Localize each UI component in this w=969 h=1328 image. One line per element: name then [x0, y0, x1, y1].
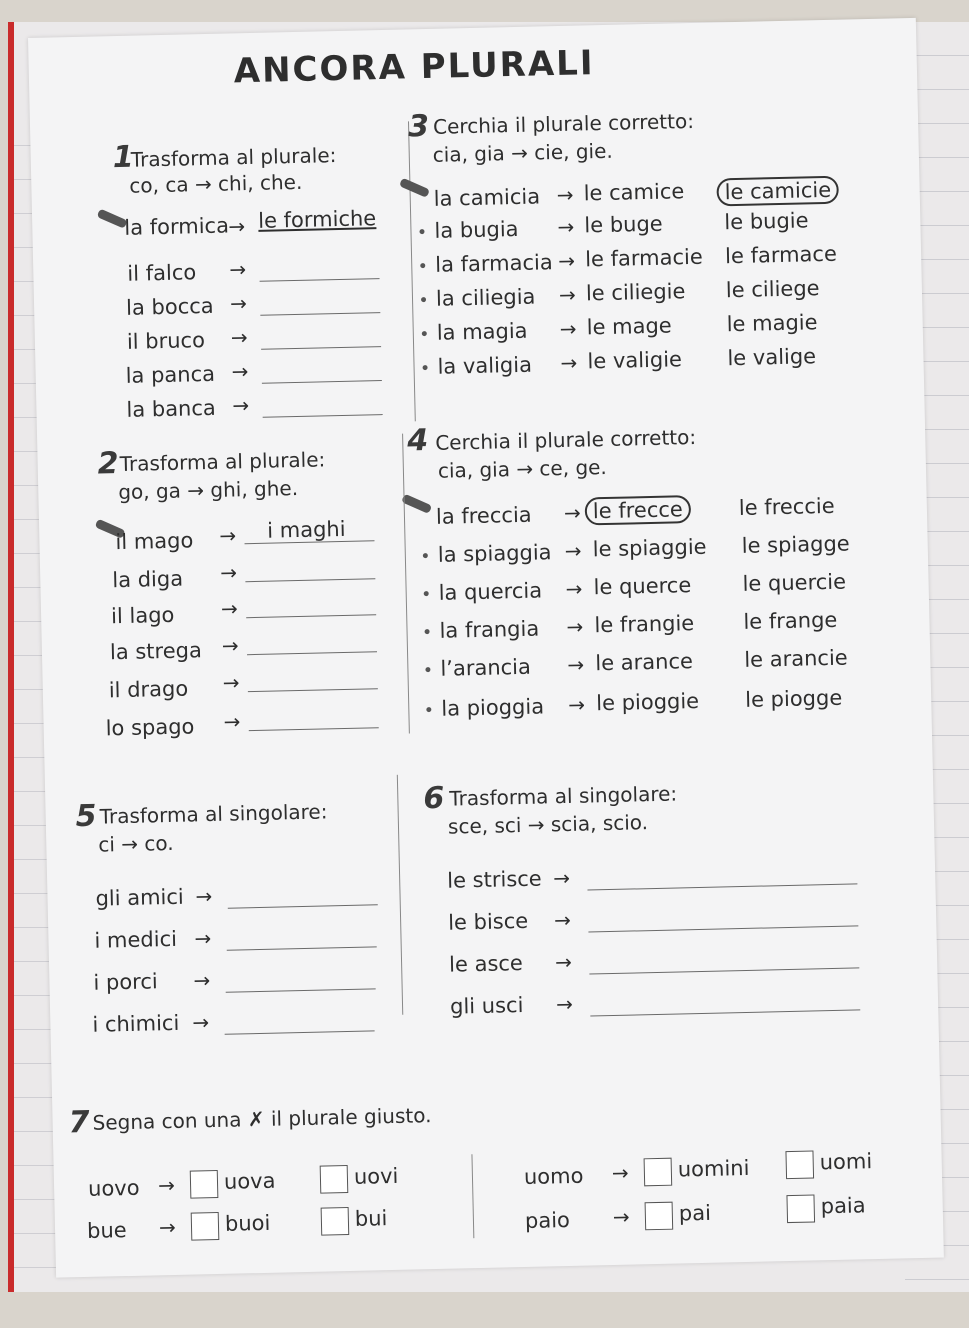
- arrow-icon: →: [230, 325, 248, 350]
- exercise-number: 1: [112, 139, 135, 176]
- exercise-number: 4: [406, 423, 429, 459]
- option-1-circled[interactable]: le frecce: [585, 495, 692, 525]
- arrow-icon: →: [229, 291, 248, 316]
- answer-field[interactable]: [247, 651, 377, 655]
- answer-field[interactable]: i maghi: [266, 516, 346, 543]
- exercise-rule: cia, gia → cie, gie.: [432, 138, 613, 167]
- answer-field[interactable]: [590, 1009, 860, 1016]
- arrow-icon: →: [567, 692, 586, 717]
- option-2: bui: [354, 1206, 388, 1231]
- option-1: uomini: [677, 1155, 750, 1182]
- exercise-number: 7: [68, 1104, 90, 1141]
- exercise-heading: Trasforma al plurale:: [130, 143, 337, 172]
- option-2[interactable]: le magie: [726, 310, 818, 337]
- option-1: uova: [223, 1168, 276, 1194]
- option-1[interactable]: le arance: [595, 649, 694, 676]
- word: il bruco: [126, 328, 206, 354]
- worksheet: [28, 18, 944, 1278]
- arrow-icon: →: [231, 359, 249, 384]
- answer-field[interactable]: [249, 727, 379, 731]
- answer-field[interactable]: [263, 414, 383, 418]
- word: la pioggia: [441, 694, 545, 721]
- checkbox[interactable]: [320, 1165, 349, 1194]
- word: la valigia: [437, 352, 533, 379]
- word: le strisce: [446, 866, 542, 893]
- word: paio: [524, 1208, 571, 1234]
- checkbox[interactable]: [645, 1202, 674, 1231]
- answer-field[interactable]: [245, 578, 375, 582]
- word: la ciliegia: [435, 284, 536, 311]
- answer-field[interactable]: [226, 988, 376, 992]
- option-2-circled[interactable]: le camicie: [716, 176, 839, 207]
- option-1[interactable]: le buge: [584, 211, 663, 238]
- arrow-icon: →: [553, 907, 572, 933]
- arrow-icon: →: [563, 500, 581, 525]
- arrow-icon: →: [194, 926, 212, 951]
- option-1[interactable]: le camice: [583, 179, 685, 206]
- bullet: [420, 263, 425, 268]
- arrow-icon: →: [228, 214, 246, 239]
- answer-field[interactable]: [260, 312, 380, 316]
- option-2[interactable]: le piogge: [744, 685, 843, 712]
- exercise-number: 6: [422, 780, 445, 817]
- exercise-heading: Segna con una ✗ il plurale giusto.: [92, 1103, 432, 1135]
- worksheet-title: ANCORA PLURALI: [233, 43, 595, 92]
- option-1: pai: [678, 1200, 712, 1226]
- exercise-number: 5: [75, 798, 97, 835]
- arrow-icon: →: [158, 1214, 177, 1240]
- arrow-icon: →: [556, 182, 574, 208]
- arrow-icon: →: [195, 884, 213, 909]
- exercise-rule: ci → co.: [98, 830, 174, 857]
- option-2: paia: [820, 1193, 866, 1219]
- arrow-icon: →: [229, 257, 247, 282]
- exercise-number: 3: [407, 108, 430, 145]
- word: gli usci: [449, 993, 524, 1019]
- word: la strega: [109, 638, 203, 665]
- exercise-heading: Trasforma al singolare:: [449, 781, 678, 811]
- arrow-icon: →: [564, 538, 582, 563]
- bullet: [419, 229, 424, 234]
- exercise-heading: Cerchia il plurale corretto:: [432, 108, 695, 139]
- word: i porci: [93, 969, 158, 995]
- option-1[interactable]: le mage: [586, 313, 672, 340]
- exercise-rule: sce, sci → scia, scio.: [447, 810, 649, 839]
- exercise-heading: Trasforma al plurale:: [119, 447, 326, 477]
- pencil-icon: [401, 494, 432, 514]
- word: uomo: [523, 1163, 584, 1190]
- word: la bugia: [434, 216, 519, 243]
- arrow-icon: →: [219, 523, 237, 548]
- option-2[interactable]: le valige: [727, 344, 817, 371]
- word: il drago: [108, 676, 189, 703]
- arrow-icon: →: [612, 1204, 630, 1230]
- arrow-icon: →: [557, 214, 575, 240]
- option-1[interactable]: le frangie: [594, 611, 695, 638]
- bullet: [425, 629, 430, 634]
- answer-field[interactable]: le formiche: [257, 206, 377, 233]
- option-1[interactable]: le farmacie: [584, 244, 704, 272]
- arrow-icon: →: [555, 991, 574, 1017]
- divider: [397, 775, 403, 1015]
- word: la farmacia: [434, 250, 553, 277]
- option-1[interactable]: le spiaggie: [592, 534, 707, 562]
- arrow-icon: →: [219, 560, 238, 585]
- word: la panca: [125, 361, 216, 388]
- exercise-heading: Cerchia il plurale corretto:: [435, 424, 697, 455]
- option-1[interactable]: le ciliegie: [585, 279, 686, 306]
- word: uovo: [87, 1175, 140, 1201]
- arrow-icon: →: [565, 576, 583, 601]
- option-2[interactable]: le quercie: [742, 569, 847, 596]
- arrow-icon: →: [558, 282, 577, 308]
- bullet: [421, 297, 426, 302]
- word: il falco: [127, 260, 197, 286]
- arrow-icon: →: [157, 1172, 176, 1198]
- option-2: uomi: [819, 1149, 873, 1175]
- arrow-icon: →: [566, 614, 584, 639]
- answer-line: [245, 540, 375, 544]
- exercise-rule: go, ga → ghi, ghe.: [118, 475, 299, 505]
- answer-field[interactable]: [248, 688, 378, 692]
- bullet: [424, 591, 429, 596]
- bullet: [425, 667, 430, 672]
- exercise-rule: cia, gia → ce, ge.: [437, 454, 608, 483]
- word: i medici: [94, 926, 178, 953]
- word: lo spago: [105, 714, 195, 741]
- answer-field[interactable]: [228, 904, 378, 908]
- word: il lago: [110, 602, 175, 629]
- option-1: buoi: [224, 1210, 271, 1236]
- arrow-icon: →: [223, 709, 241, 734]
- exercise-number: 2: [97, 446, 119, 482]
- option-2[interactable]: le freccie: [738, 493, 835, 520]
- word: i chimici: [92, 1010, 180, 1037]
- checkbox[interactable]: [321, 1207, 350, 1236]
- arrow-icon: →: [552, 865, 571, 891]
- option-2: uovi: [353, 1163, 399, 1189]
- word: l’arancia: [440, 654, 532, 681]
- option-1[interactable]: le querce: [593, 573, 692, 600]
- arrow-icon: →: [567, 652, 585, 677]
- option-2[interactable]: le ciliege: [725, 276, 820, 303]
- word: la diga: [112, 566, 184, 593]
- answer-field[interactable]: [262, 380, 382, 384]
- divider: [402, 434, 410, 734]
- word: la bocca: [125, 293, 214, 320]
- word: il mago: [115, 528, 194, 555]
- answer-field[interactable]: [260, 278, 380, 282]
- arrow-icon: →: [559, 316, 577, 342]
- word: la frangia: [439, 616, 540, 643]
- checkbox[interactable]: [786, 1194, 815, 1223]
- answer-field[interactable]: [589, 967, 859, 974]
- word: la freccia: [435, 502, 532, 529]
- answer-field[interactable]: [588, 925, 858, 932]
- option-1[interactable]: le valigie: [587, 347, 683, 374]
- checkbox[interactable]: [191, 1212, 220, 1241]
- pencil-icon: [97, 208, 128, 228]
- exercise-heading: Trasforma al singolare:: [99, 799, 328, 829]
- bullet: [422, 331, 427, 336]
- word: gli amici: [95, 884, 185, 911]
- word: le asce: [448, 951, 524, 977]
- bullet: [426, 707, 431, 712]
- bullet: [423, 553, 428, 558]
- word: la formica: [124, 213, 230, 240]
- arrow-icon: →: [220, 596, 239, 621]
- answer-field[interactable]: [227, 946, 377, 950]
- arrow-icon: →: [232, 393, 250, 418]
- word: la banca: [126, 395, 217, 422]
- word: bue: [86, 1218, 127, 1243]
- option-1[interactable]: le pioggie: [595, 688, 700, 716]
- checkbox[interactable]: [785, 1150, 814, 1179]
- arrow-icon: →: [611, 1160, 629, 1186]
- word: la spiaggia: [437, 540, 552, 567]
- answer-field[interactable]: [225, 1030, 375, 1034]
- arrow-icon: →: [221, 633, 239, 658]
- word: la magia: [436, 318, 528, 345]
- word: le bisce: [447, 908, 529, 935]
- option-2[interactable]: le arancie: [744, 645, 848, 672]
- option-2[interactable]: le spiagge: [741, 531, 850, 558]
- checkbox[interactable]: [190, 1170, 219, 1199]
- arrow-icon: →: [192, 1010, 210, 1035]
- option-2[interactable]: le farmace: [724, 241, 838, 269]
- checkbox[interactable]: [644, 1158, 673, 1187]
- word: la quercia: [438, 578, 543, 605]
- answer-field[interactable]: [587, 883, 857, 890]
- arrow-icon: →: [560, 350, 578, 375]
- arrow-icon: →: [557, 248, 576, 274]
- arrow-icon: →: [554, 949, 573, 975]
- exercise-rule: co, ca → chi, che.: [129, 169, 303, 198]
- arrow-icon: →: [193, 968, 211, 993]
- word: la camicia: [433, 184, 541, 211]
- divider: [471, 1154, 474, 1238]
- option-2[interactable]: le bugie: [724, 208, 809, 235]
- option-2[interactable]: le frange: [743, 607, 838, 634]
- bullet: [423, 365, 428, 370]
- pencil-icon: [399, 178, 430, 198]
- answer-field[interactable]: [261, 346, 381, 350]
- divider: [408, 121, 416, 421]
- answer-field[interactable]: [246, 614, 376, 618]
- arrow-icon: →: [222, 670, 240, 695]
